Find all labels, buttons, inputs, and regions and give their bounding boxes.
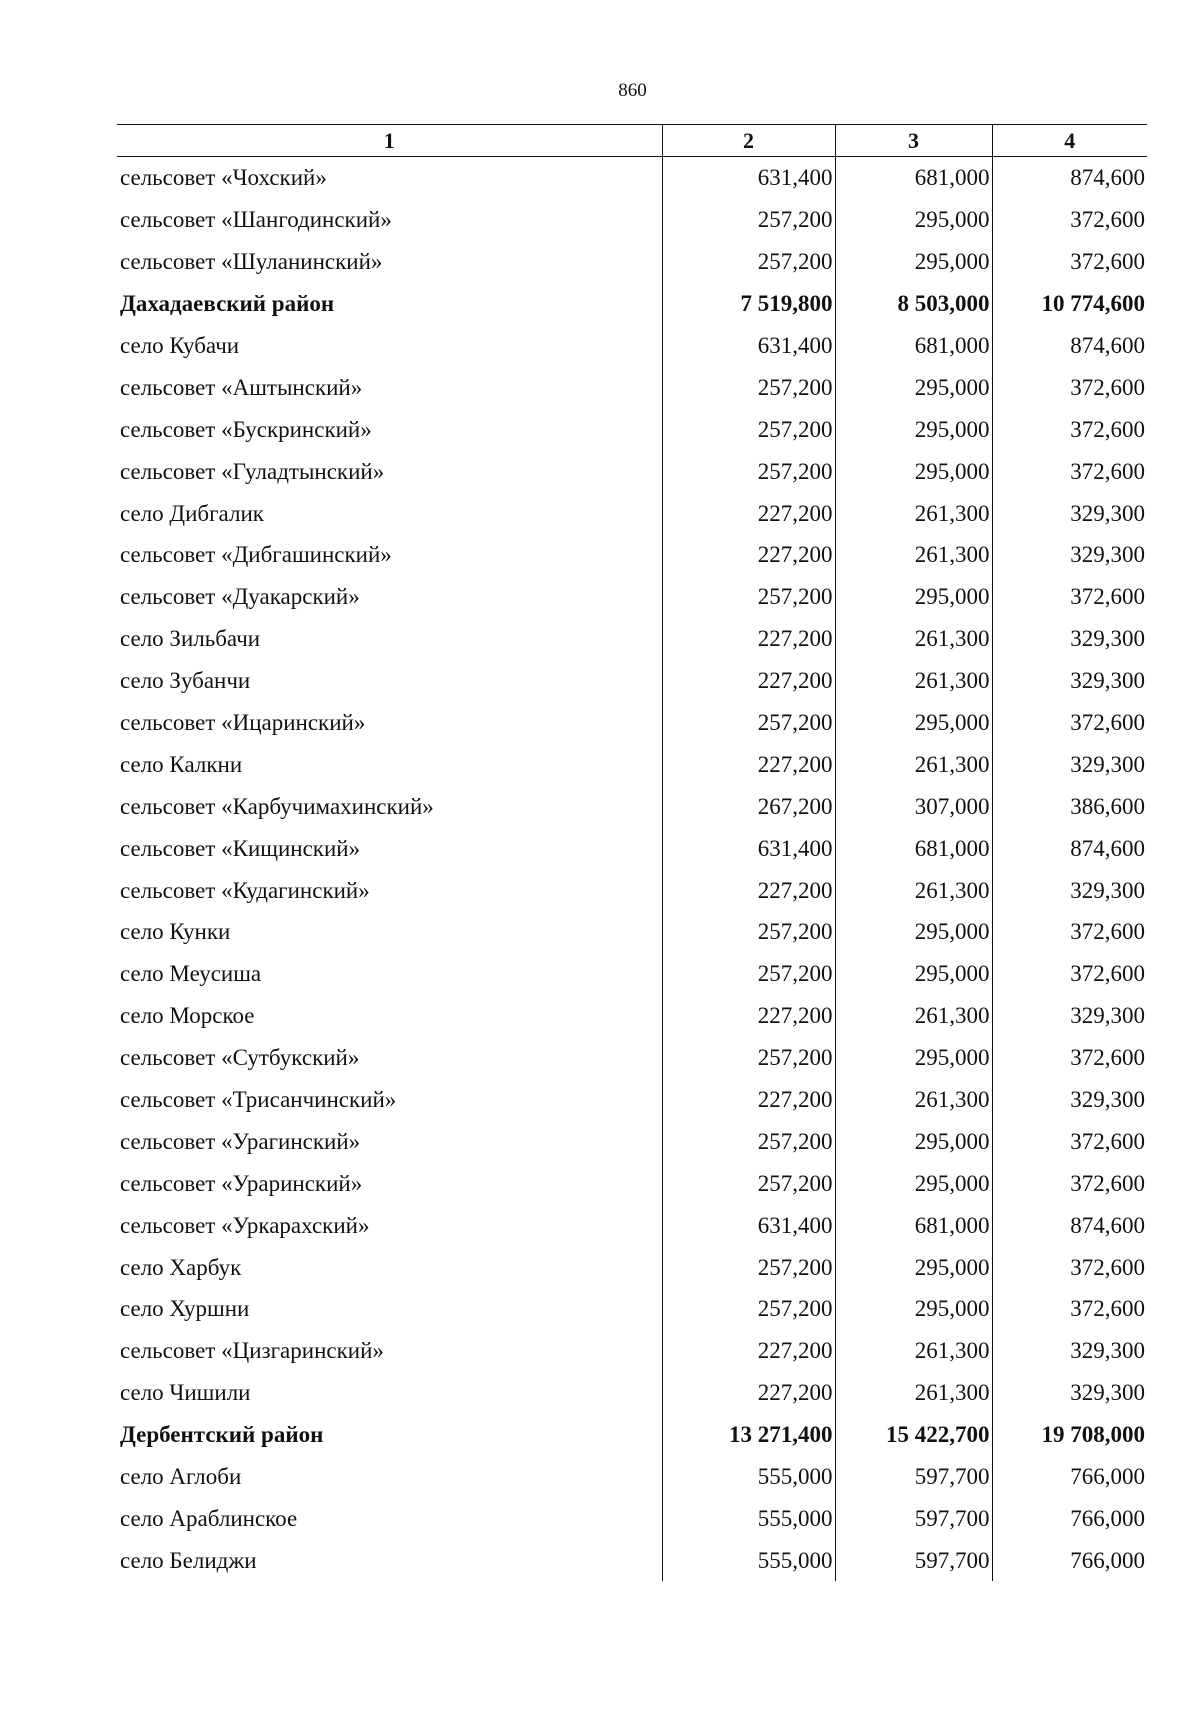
value-cell-col4: 329,300	[992, 492, 1147, 534]
settlement-name-cell: сельсовет «Шуланинский»	[120, 249, 383, 275]
value-cell-col3: 261,300	[835, 1079, 992, 1121]
value-cell-col3: 295,000	[835, 1037, 992, 1079]
table-row	[117, 1204, 1147, 1246]
value-cell-col2: 267,200	[662, 785, 835, 827]
value-cell-col2: 227,200	[662, 995, 835, 1037]
value-cell-col2: 257,200	[662, 702, 835, 744]
column-header-1: 1	[117, 125, 662, 157]
value-cell-col4: 329,300	[992, 534, 1147, 576]
settlement-name-cell: сельсовет «Ицаринский»	[120, 710, 366, 736]
value-cell-col3: 295,000	[835, 241, 992, 283]
value-cell-col4: 372,600	[992, 1120, 1147, 1162]
value-cell-col2: 631,400	[662, 157, 835, 199]
value-cell-col2: 257,200	[662, 366, 835, 408]
value-cell-col4: 372,600	[992, 1288, 1147, 1330]
value-cell-col2: 7 519,800	[662, 283, 835, 325]
value-cell-col4: 19 708,000	[992, 1414, 1147, 1456]
value-cell-col4: 372,600	[992, 450, 1147, 492]
value-cell-col3: 295,000	[835, 911, 992, 953]
value-cell-col2: 227,200	[662, 1372, 835, 1414]
settlement-name-cell: сельсовет «Чохский»	[120, 165, 327, 191]
settlement-name-cell: село Белиджи	[120, 1547, 257, 1573]
settlement-name-cell: сельсовет «Ураринский»	[120, 1170, 363, 1196]
value-cell-col3: 295,000	[835, 408, 992, 450]
value-cell-col4: 372,600	[992, 1037, 1147, 1079]
table-row	[117, 618, 1147, 660]
table-row	[117, 1330, 1147, 1372]
settlement-name-cell: сельсовет «Трисанчинский»	[120, 1087, 397, 1113]
settlement-name-cell: село Хуршни	[120, 1296, 250, 1322]
value-cell-col3: 261,300	[835, 534, 992, 576]
value-cell-col4: 329,300	[992, 1372, 1147, 1414]
table-row	[117, 366, 1147, 408]
value-cell-col4: 372,600	[992, 241, 1147, 283]
value-cell-col2: 257,200	[662, 450, 835, 492]
table-row	[117, 1079, 1147, 1121]
settlement-name-cell: село Дибгалик	[120, 500, 264, 526]
settlement-name-cell: сельсовет «Шангодинский»	[120, 207, 392, 233]
budget-table-container	[117, 124, 1147, 1581]
table-row	[117, 953, 1147, 995]
table-row	[117, 911, 1147, 953]
settlement-name-cell: сельсовет «Цизгаринский»	[120, 1338, 384, 1364]
value-cell-col4: 766,000	[992, 1498, 1147, 1540]
table-header	[117, 125, 1147, 157]
settlement-name-cell: сельсовет «Сутбукский»	[120, 1045, 360, 1071]
value-cell-col3: 681,000	[835, 827, 992, 869]
value-cell-col2: 13 271,400	[662, 1414, 835, 1456]
value-cell-col3: 261,300	[835, 743, 992, 785]
value-cell-col2: 257,200	[662, 1162, 835, 1204]
column-header-4: 4	[992, 125, 1147, 157]
settlement-name-cell: село Меусиша	[120, 961, 262, 987]
settlement-name-cell: село Харбук	[120, 1254, 242, 1280]
value-cell-col3: 597,700	[835, 1498, 992, 1540]
value-cell-col2: 257,200	[662, 1246, 835, 1288]
settlement-name-cell: сельсовет «Карбучимахинский»	[120, 793, 434, 819]
table-row	[117, 1539, 1147, 1581]
value-cell-col3: 307,000	[835, 785, 992, 827]
value-cell-col4: 10 774,600	[992, 283, 1147, 325]
value-cell-col2: 257,200	[662, 953, 835, 995]
value-cell-col3: 295,000	[835, 1246, 992, 1288]
value-cell-col3: 295,000	[835, 576, 992, 618]
value-cell-col3: 261,300	[835, 1372, 992, 1414]
table-row	[117, 157, 1147, 199]
table-row	[117, 199, 1147, 241]
value-cell-col3: 295,000	[835, 953, 992, 995]
settlement-name-cell: село Калкни	[120, 751, 243, 777]
value-cell-col2: 631,400	[662, 827, 835, 869]
page-number: 860	[618, 80, 647, 101]
table-row	[117, 1162, 1147, 1204]
settlement-name-cell: село Зубанчи	[120, 668, 251, 694]
value-cell-col3: 15 422,700	[835, 1414, 992, 1456]
value-cell-col2: 227,200	[662, 869, 835, 911]
table-row	[117, 325, 1147, 367]
table-row	[117, 702, 1147, 744]
value-cell-col3: 597,700	[835, 1539, 992, 1581]
table-row	[117, 1498, 1147, 1540]
value-cell-col2: 631,400	[662, 325, 835, 367]
value-cell-col2: 555,000	[662, 1539, 835, 1581]
value-cell-col3: 261,300	[835, 995, 992, 1037]
settlement-name-cell: сельсовет «Дуакарский»	[120, 584, 360, 610]
value-cell-col2: 257,200	[662, 1288, 835, 1330]
settlement-name-cell: Дербентский район	[120, 1422, 324, 1448]
settlement-name-cell: сельсовет «Уркарахский»	[120, 1212, 370, 1238]
value-cell-col4: 874,600	[992, 827, 1147, 869]
value-cell-col3: 681,000	[835, 1204, 992, 1246]
settlement-name-cell: сельсовет «Кудагинский»	[120, 877, 370, 903]
value-cell-col2: 257,200	[662, 199, 835, 241]
table-row	[117, 1120, 1147, 1162]
value-cell-col4: 329,300	[992, 660, 1147, 702]
value-cell-col2: 257,200	[662, 911, 835, 953]
column-header-3: 3	[835, 125, 992, 157]
table-row	[117, 743, 1147, 785]
value-cell-col3: 295,000	[835, 366, 992, 408]
table-row	[117, 660, 1147, 702]
value-cell-col3: 261,300	[835, 660, 992, 702]
table-row	[117, 827, 1147, 869]
value-cell-col3: 295,000	[835, 1288, 992, 1330]
value-cell-col2: 555,000	[662, 1456, 835, 1498]
value-cell-col4: 766,000	[992, 1456, 1147, 1498]
settlement-name-cell: сельсовет «Бускринский»	[120, 416, 372, 442]
value-cell-col4: 372,600	[992, 1246, 1147, 1288]
settlement-name-cell: село Зильбачи	[120, 626, 261, 652]
value-cell-col2: 227,200	[662, 1079, 835, 1121]
value-cell-col2: 631,400	[662, 1204, 835, 1246]
table-row	[117, 1456, 1147, 1498]
district-total-row	[117, 1414, 1147, 1456]
value-cell-col2: 227,200	[662, 660, 835, 702]
table-row	[117, 1037, 1147, 1079]
value-cell-col4: 372,600	[992, 953, 1147, 995]
value-cell-col4: 372,600	[992, 366, 1147, 408]
settlement-name-cell: село Морское	[120, 1003, 255, 1029]
table-row	[117, 1372, 1147, 1414]
value-cell-col4: 766,000	[992, 1539, 1147, 1581]
settlement-name-cell: село Араблинское	[120, 1505, 298, 1531]
value-cell-col4: 386,600	[992, 785, 1147, 827]
table-row	[117, 408, 1147, 450]
settlement-name-cell: село Чишили	[120, 1380, 251, 1406]
table-row	[117, 869, 1147, 911]
value-cell-col4: 329,300	[992, 1330, 1147, 1372]
settlement-name-cell: сельсовет «Кищинский»	[120, 835, 361, 861]
value-cell-col4: 372,600	[992, 1162, 1147, 1204]
value-cell-col4: 874,600	[992, 325, 1147, 367]
value-cell-col2: 257,200	[662, 241, 835, 283]
value-cell-col3: 681,000	[835, 325, 992, 367]
value-cell-col2: 227,200	[662, 1330, 835, 1372]
value-cell-col4: 329,300	[992, 743, 1147, 785]
value-cell-col3: 8 503,000	[835, 283, 992, 325]
table-row	[117, 534, 1147, 576]
table-row	[117, 1288, 1147, 1330]
value-cell-col4: 329,300	[992, 995, 1147, 1037]
value-cell-col2: 555,000	[662, 1498, 835, 1540]
value-cell-col2: 257,200	[662, 576, 835, 618]
settlement-name-cell: сельсовет «Гуладтынский»	[120, 458, 385, 484]
value-cell-col2: 227,200	[662, 618, 835, 660]
settlement-name-cell: село Кубачи	[120, 333, 240, 358]
value-cell-col3: 681,000	[835, 157, 992, 199]
value-cell-col2: 257,200	[662, 1037, 835, 1079]
settlement-name-cell: сельсовет «Урагинский»	[120, 1128, 361, 1154]
value-cell-col3: 295,000	[835, 1162, 992, 1204]
settlement-name-cell: сельсовет «Дибгашинский»	[120, 542, 392, 568]
budget-table	[117, 124, 1147, 1581]
value-cell-col3: 295,000	[835, 199, 992, 241]
table-row	[117, 576, 1147, 618]
value-cell-col4: 329,300	[992, 1079, 1147, 1121]
district-total-row	[117, 283, 1147, 325]
value-cell-col4: 372,600	[992, 408, 1147, 450]
value-cell-col4: 874,600	[992, 157, 1147, 199]
value-cell-col3: 261,300	[835, 869, 992, 911]
table-body	[117, 157, 1147, 1582]
value-cell-col4: 329,300	[992, 869, 1147, 911]
value-cell-col2: 257,200	[662, 1120, 835, 1162]
value-cell-col2: 257,200	[662, 408, 835, 450]
value-cell-col2: 227,200	[662, 743, 835, 785]
table-row	[117, 785, 1147, 827]
value-cell-col4: 874,600	[992, 1204, 1147, 1246]
settlement-name-cell: Дахадаевский район	[120, 291, 335, 317]
value-cell-col3: 261,300	[835, 1330, 992, 1372]
value-cell-col4: 372,600	[992, 576, 1147, 618]
value-cell-col3: 597,700	[835, 1456, 992, 1498]
table-row	[117, 995, 1147, 1037]
value-cell-col3: 295,000	[835, 450, 992, 492]
value-cell-col3: 261,300	[835, 618, 992, 660]
value-cell-col3: 295,000	[835, 1120, 992, 1162]
column-header-2: 2	[662, 125, 835, 157]
table-row	[117, 1246, 1147, 1288]
settlement-name-cell: сельсовет «Аштынский»	[120, 374, 363, 400]
value-cell-col2: 227,200	[662, 492, 835, 534]
table-row	[117, 492, 1147, 534]
value-cell-col3: 295,000	[835, 702, 992, 744]
table-row	[117, 450, 1147, 492]
table-row	[117, 241, 1147, 283]
value-cell-col4: 372,600	[992, 199, 1147, 241]
value-cell-col3: 261,300	[835, 492, 992, 534]
value-cell-col4: 329,300	[992, 618, 1147, 660]
settlement-name-cell: село Аглоби	[120, 1464, 242, 1490]
value-cell-col4: 372,600	[992, 911, 1147, 953]
value-cell-col2: 227,200	[662, 534, 835, 576]
value-cell-col4: 372,600	[992, 702, 1147, 744]
header-row	[117, 125, 1147, 157]
settlement-name-cell: село Кунки	[120, 919, 231, 945]
